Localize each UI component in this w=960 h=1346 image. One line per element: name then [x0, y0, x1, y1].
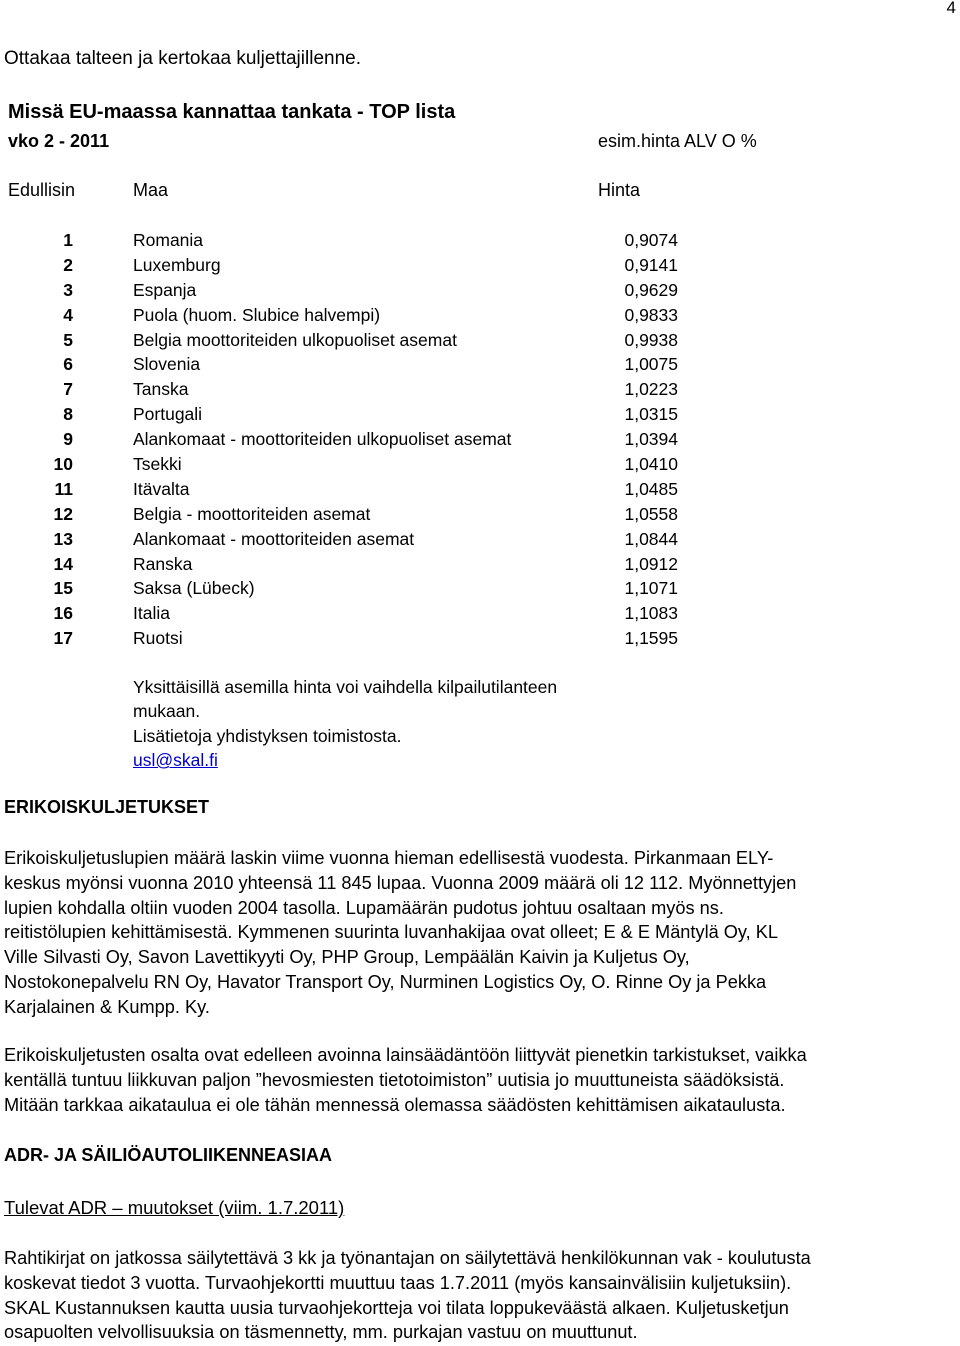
country-cell: Tsekki: [133, 454, 182, 475]
header-price: Hinta: [598, 180, 641, 200]
rank-cell: 13: [53, 528, 73, 549]
paragraph-erikoiskuljetukset-1: [4, 846, 956, 1020]
rank-cell: 2: [63, 254, 73, 275]
price-cell: 1,1595: [624, 628, 678, 649]
rank-cell: 17: [53, 628, 73, 649]
page-title: Missä EU-maassa kannattaa tankata - TOP lista: [8, 101, 456, 123]
paragraph-line: keskus myönsi vuonna 2010 yhteensä 11 845 lupaa. Vuonna 2009 määrä oli 12 112. Myönnettyjen: [4, 872, 797, 893]
table-row: [0, 280, 700, 305]
price-cell: 1,0315: [624, 404, 678, 425]
section-heading-erikoiskuljetukset: ERIKOISKULJETUKSET: [4, 797, 210, 817]
country-cell: Portugali: [133, 404, 203, 425]
page-number: 4: [946, 0, 956, 17]
table-row: [0, 255, 700, 280]
country-cell: Alankomaat - moottoriteiden ulkopuoliset asemat: [133, 429, 512, 450]
table-row: [0, 429, 700, 454]
table-row: [0, 479, 700, 504]
rank-cell: 7: [63, 379, 73, 400]
price-cell: 0,9074: [624, 230, 678, 250]
paragraph-line: Ville Silvasti Oy, Savon Lavettikyyti Oy, PHP Group, Lempäälän Kaivin ja Kuljetus Oy,: [4, 947, 690, 968]
rank-cell: 9: [63, 429, 73, 450]
price-cell: 1,1083: [624, 603, 678, 624]
note-line-3: Lisätietoja yhdistyksen toimistosta.: [133, 726, 402, 746]
price-cell: 1,0223: [624, 379, 678, 400]
paragraph-line: lupien kohdalla oltiin vuoden 2004 tasolla. Lupamäärän pudotus johtuu osaltaan myös ns.: [4, 897, 724, 918]
paragraph-adr: [4, 1246, 956, 1345]
country-cell: Belgia - moottoriteiden asemat: [133, 503, 371, 524]
country-cell: Alankomaat - moottoriteiden asemat: [133, 528, 415, 549]
price-cell: 1,0485: [624, 478, 678, 499]
week-label: vko 2 - 2011: [8, 131, 110, 151]
rank-cell: 1: [63, 230, 73, 250]
paragraph-line: osapuolten velvollisuuksia on täsmennetty, mm. purkajan vastuu on muuttunut.: [4, 1322, 638, 1343]
paragraph-line: Rahtikirjat on jatkossa säilytettävä 3 kk ja työnantajan on säilytettävä henkilökunnan vak - koulutusta: [4, 1248, 811, 1268]
paragraph-line: kentällä tuntuu liikkuvan paljon ”hevosmiesten tietotoimiston” uutisia jo muuttuneista säädöksistä.: [4, 1069, 785, 1090]
rank-cell: 15: [53, 578, 73, 599]
rank-cell: 6: [63, 354, 73, 375]
table-row: [0, 330, 700, 355]
paragraph-erikoiskuljetukset-2: [4, 1043, 956, 1117]
header-rank: Edullisin: [8, 180, 76, 200]
paragraph-line: Nostokonepalvelu RN Oy, Havator Transport Oy, Nurminen Logistics Oy, O. Rinne Oy ja Pekka: [4, 971, 767, 992]
price-cell: 1,0558: [624, 503, 678, 524]
country-cell: Ruotsi: [133, 628, 183, 649]
table-row: [0, 529, 700, 554]
table-row: [0, 504, 700, 529]
price-cell: 1,0410: [624, 454, 678, 475]
rank-cell: 8: [63, 404, 73, 425]
paragraph-line: Karjalainen & Kumpp. Ky.: [4, 996, 210, 1017]
table-row: [0, 305, 700, 330]
country-cell: Ranska: [133, 553, 193, 574]
paragraph-line: Mitään tarkkaa aikataulua ei ole tähän mennessä olemassa säädösten kehittämisen aikataulusta.: [4, 1094, 786, 1115]
price-cell: 0,9938: [624, 329, 678, 350]
note-line-1: Yksittäisillä asemilla hinta voi vaihdella kilpailutilanteen: [133, 677, 558, 697]
table-row: [0, 554, 700, 579]
rank-cell: 11: [54, 478, 73, 499]
country-cell: Luxemburg: [133, 254, 221, 275]
table-row: [0, 628, 700, 653]
rank-cell: 16: [53, 603, 73, 624]
rank-cell: 12: [53, 503, 73, 524]
rank-cell: 4: [63, 304, 73, 325]
price-cell: 1,0394: [624, 429, 678, 450]
rank-cell: 10: [53, 454, 73, 475]
price-cell: 0,9141: [624, 254, 678, 275]
table-row: [0, 578, 700, 603]
table-row: [0, 230, 700, 255]
price-cell: 1,0075: [624, 354, 678, 375]
paragraph-line: SKAL Kustannuksen kautta uusia turvaohjekortteja voi tilata loppukeväästä alkaen. Kuljetusketjun: [4, 1297, 789, 1318]
note-line-2: mukaan.: [133, 701, 201, 721]
table-row: [0, 404, 700, 429]
header-country: Maa: [133, 180, 169, 200]
price-cell: 0,9833: [624, 304, 678, 325]
country-cell: Espanja: [133, 279, 197, 300]
rank-cell: 14: [53, 553, 73, 574]
country-cell: Belgia moottoriteiden ulkopuoliset asemat: [133, 329, 457, 350]
paragraph-line: Erikoiskuljetusten osalta ovat edelleen avoinna lainsäädäntöön liittyvät pienetkin tarkistukset, vaikka: [4, 1045, 807, 1065]
table-row: [0, 379, 700, 404]
table-row: [0, 603, 700, 628]
paragraph-line: koskevat tiedot 3 vuotta. Turvaohjekortti muuttuu taas 1.7.2011 (myös kansainvälisiin kuljetuksiin).: [4, 1272, 792, 1293]
price-note: esim.hinta ALV O %: [598, 131, 757, 151]
rank-cell: 5: [63, 329, 73, 350]
paragraph-line: reitistölupien kehittämisestä. Kymmenen suurinta luvanhakijaa ovat olleet; E & E Mäntylä Oy, KL: [4, 922, 779, 943]
table-row: [0, 354, 700, 379]
country-cell: Saksa (Lübeck): [133, 578, 255, 599]
price-cell: 0,9629: [624, 279, 678, 300]
intro-text: Ottakaa talteen ja kertokaa kuljettajillenne.: [4, 48, 361, 69]
table-row: [0, 454, 700, 479]
section-heading-adr: ADR- JA SÄILIÖAUTOLIIKENNEASIAA: [4, 1145, 333, 1165]
price-cell: 1,1071: [624, 578, 678, 599]
country-cell: Puola (huom. Slubice halvempi): [133, 304, 381, 325]
country-cell: Tanska: [133, 379, 189, 400]
email-link[interactable]: usl@skal.fi: [133, 750, 218, 770]
adr-subheading: Tulevat ADR – muutokset (viim. 1.7.2011): [4, 1197, 345, 1218]
country-cell: Itävalta: [133, 478, 190, 499]
price-table: [0, 230, 700, 653]
paragraph-line: Erikoiskuljetuslupien määrä laskin viime vuonna hieman edellisestä vuodesta. Pirkanmaan ELY-: [4, 848, 774, 868]
price-cell: 1,0844: [624, 528, 678, 549]
country-cell: Italia: [133, 603, 170, 624]
price-cell: 1,0912: [624, 553, 678, 574]
country-cell: Slovenia: [133, 354, 201, 375]
country-cell: Romania: [133, 230, 204, 250]
rank-cell: 3: [63, 279, 73, 300]
